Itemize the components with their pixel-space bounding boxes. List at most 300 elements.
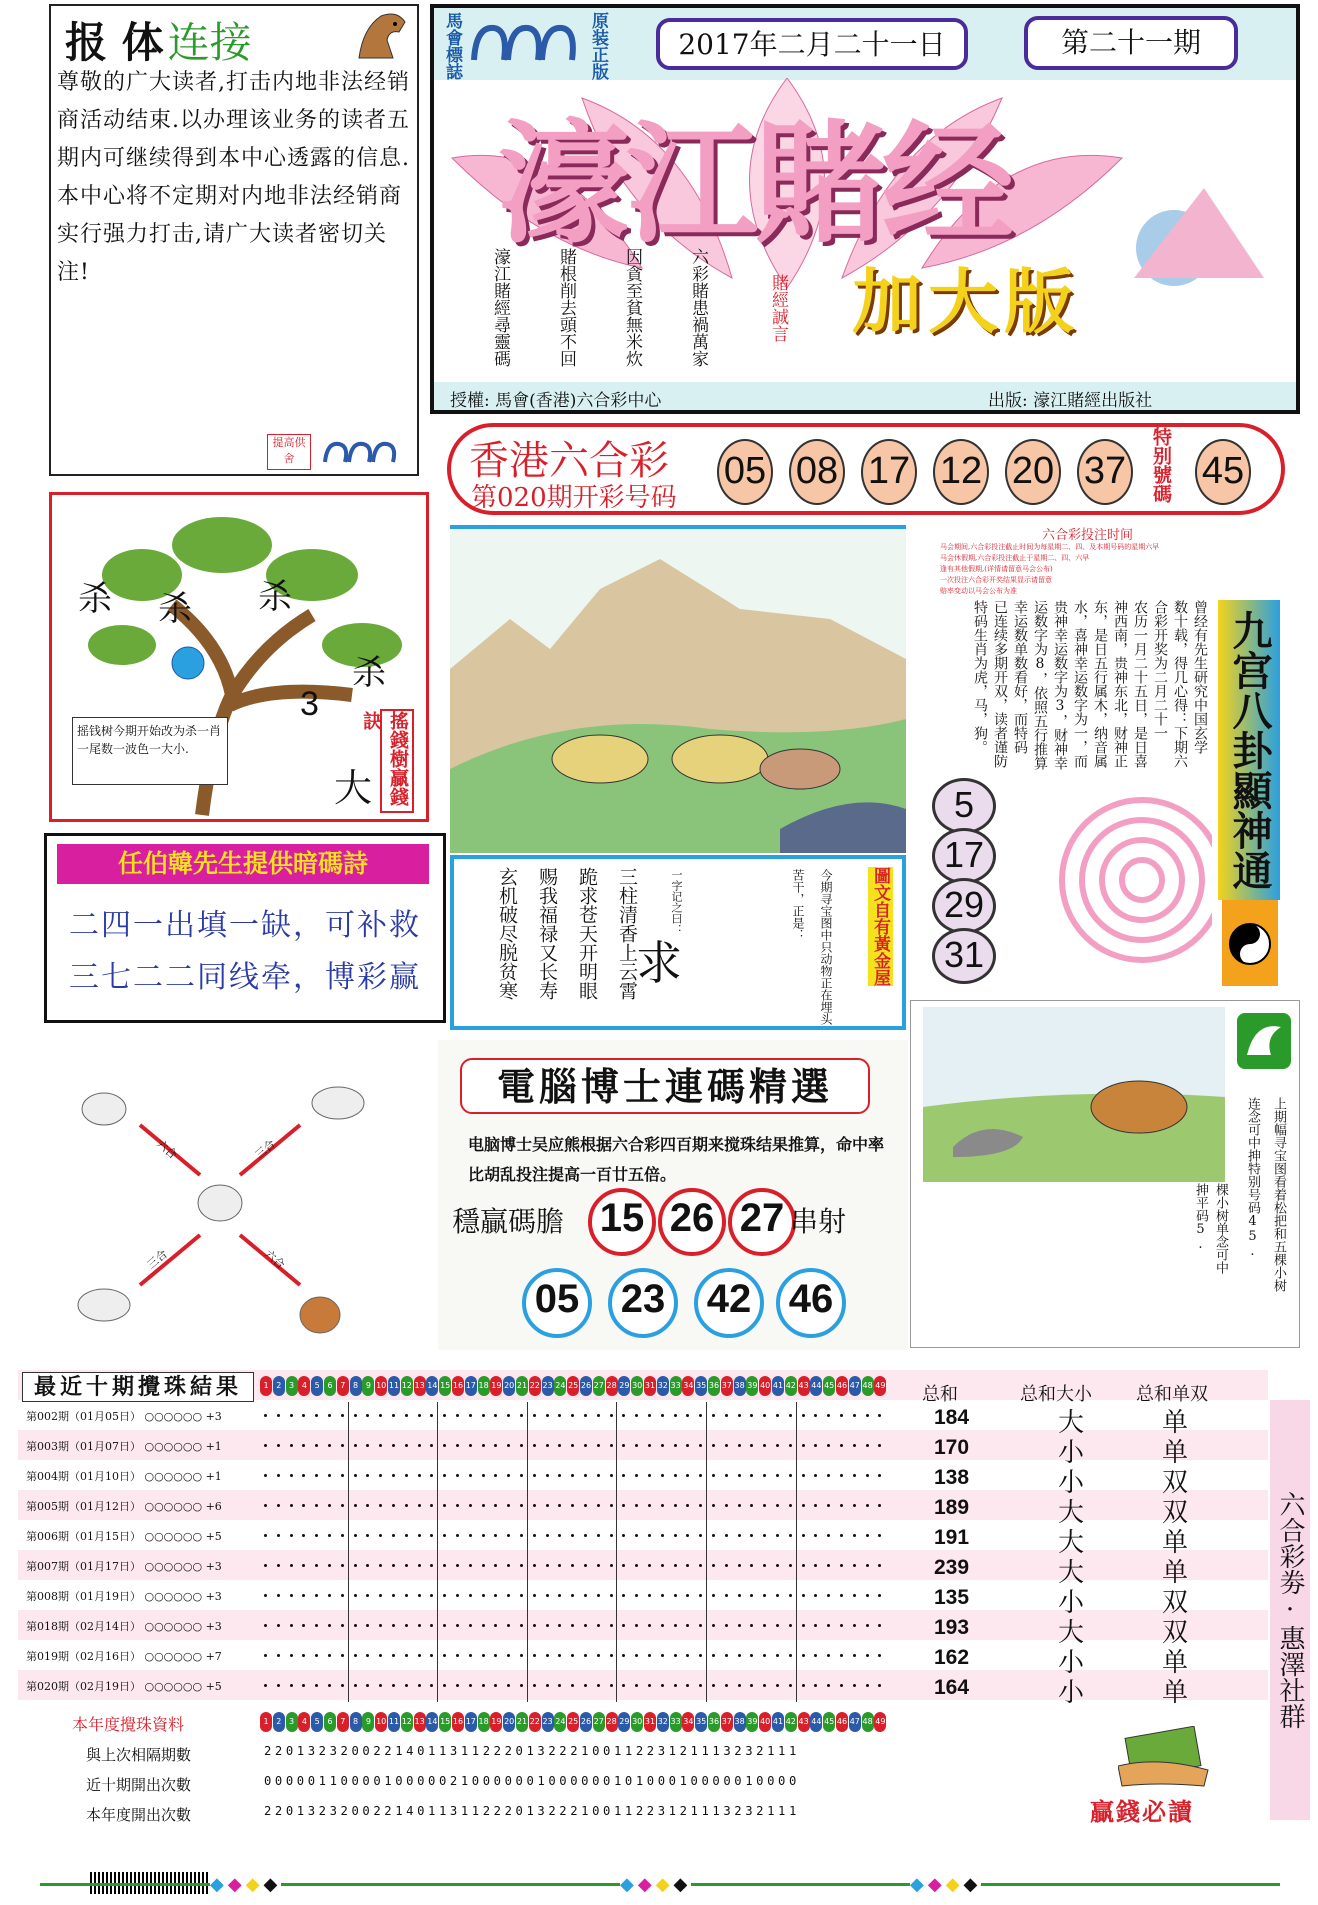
- number-header-ball: 16: [452, 1376, 464, 1396]
- grid-dot: [328, 1444, 331, 1447]
- size-value: 大: [1058, 1558, 1085, 1588]
- number-header-ball: 6: [324, 1376, 336, 1396]
- grid-dot: [469, 1474, 472, 1477]
- grid-dot: [405, 1444, 408, 1447]
- grid-dot: [264, 1474, 267, 1477]
- grid-dot: [622, 1414, 625, 1417]
- grid-dot: [853, 1534, 856, 1537]
- grid-dot: [802, 1624, 805, 1627]
- stable-label: 穩贏碼膽: [452, 1205, 565, 1238]
- grid-dot: [866, 1654, 869, 1657]
- number-header-ball: 45: [823, 1712, 835, 1732]
- number-header-ball: 17: [465, 1712, 477, 1732]
- grid-dot: [699, 1504, 702, 1507]
- results-footer: 贏錢必讀: [1090, 1797, 1194, 1826]
- grid-dot: [315, 1414, 318, 1417]
- grid-dot: [443, 1474, 446, 1477]
- number-header-ball: 29: [618, 1712, 630, 1732]
- grid-dot: [840, 1444, 843, 1447]
- grid-dot: [392, 1414, 395, 1417]
- zodiac-label: 六合: [154, 1137, 180, 1162]
- color-marks: ◆◆◆◆: [210, 1874, 282, 1895]
- grid-dot: [315, 1564, 318, 1567]
- number-header-ball: 1: [260, 1712, 272, 1732]
- number-header-ball: 19: [490, 1376, 502, 1396]
- grid-dot: [674, 1504, 677, 1507]
- number-header-ball: 20: [503, 1712, 515, 1732]
- grid-dot: [712, 1654, 715, 1657]
- grid-dot: [866, 1474, 869, 1477]
- grid-dot: [277, 1684, 280, 1687]
- grid-dot: [610, 1654, 613, 1657]
- poem-line: 三七二二同线牵，博彩赢: [69, 960, 421, 995]
- grid-dot: [302, 1444, 305, 1447]
- grid-dot: [648, 1444, 651, 1447]
- bagua-box: [932, 600, 1282, 990]
- grid-dot: [866, 1564, 869, 1567]
- grid-dot: [302, 1684, 305, 1687]
- grid-dot: [827, 1654, 830, 1657]
- grid-dot: [354, 1474, 357, 1477]
- grid-dot: [622, 1444, 625, 1447]
- grid-dot: [533, 1444, 536, 1447]
- grid-dot: [264, 1444, 267, 1447]
- grid-dot: [456, 1624, 459, 1627]
- number-header-ball: 43: [798, 1376, 810, 1396]
- grid-dot: [558, 1684, 561, 1687]
- grid-dot: [366, 1654, 369, 1657]
- chain-number: 42: [694, 1268, 764, 1338]
- grid-dot: [507, 1684, 510, 1687]
- grid-dot: [878, 1504, 881, 1507]
- grid-dot: [482, 1684, 485, 1687]
- story-verse: 赐我福禄又长寿: [536, 867, 558, 1000]
- grid-divider: [616, 1402, 617, 1702]
- grid-dot: [328, 1474, 331, 1477]
- grid-divider: [437, 1402, 438, 1702]
- grid-dot: [814, 1474, 817, 1477]
- grid-dot: [418, 1444, 421, 1447]
- grid-dot: [520, 1414, 523, 1417]
- lottery-ball: 20: [1005, 439, 1061, 505]
- number-header-ball: 40: [759, 1712, 771, 1732]
- number-header-ball: 32: [657, 1712, 669, 1732]
- grid-dot: [878, 1564, 881, 1567]
- grid-dot: [469, 1504, 472, 1507]
- grid-dot: [802, 1594, 805, 1597]
- masthead-subtitle: 加大版: [852, 261, 1080, 343]
- grid-dot: [546, 1624, 549, 1627]
- number-header-ball: 36: [708, 1712, 720, 1732]
- grid-dot: [507, 1624, 510, 1627]
- grid-divider: [796, 1402, 797, 1702]
- grid-dot: [789, 1654, 792, 1657]
- grid-dot: [546, 1594, 549, 1597]
- grid-dot: [290, 1444, 293, 1447]
- grid-dot: [712, 1414, 715, 1417]
- bet-time-title: 六合彩投注时间: [1042, 528, 1134, 543]
- number-header-ball: 27: [593, 1376, 605, 1396]
- grid-dot: [686, 1684, 689, 1687]
- grid-dot: [302, 1594, 305, 1597]
- result-row-label: 第019期（02月16日） ○○○○○○ +7: [26, 1650, 222, 1663]
- grid-dot: [302, 1564, 305, 1567]
- number-header-ball: 5: [311, 1376, 323, 1396]
- grid-dot: [686, 1504, 689, 1507]
- number-header-ball: 4: [298, 1376, 310, 1396]
- grid-dot: [584, 1534, 587, 1537]
- grid-dot: [712, 1594, 715, 1597]
- grid-dot: [264, 1504, 267, 1507]
- grid-dot: [827, 1414, 830, 1417]
- grid-dot: [699, 1654, 702, 1657]
- grid-dot: [661, 1564, 664, 1567]
- grid-dot: [392, 1504, 395, 1507]
- grid-dot: [840, 1594, 843, 1597]
- grid-dot: [418, 1654, 421, 1657]
- grid-dot: [405, 1594, 408, 1597]
- grid-dot: [635, 1444, 638, 1447]
- grid-dot: [725, 1624, 728, 1627]
- grid-dot: [622, 1534, 625, 1537]
- sum-value: 193: [934, 1616, 970, 1639]
- grid-dot: [507, 1654, 510, 1657]
- computer-box: [438, 1040, 908, 1350]
- grid-dot: [827, 1504, 830, 1507]
- grid-dot: [622, 1474, 625, 1477]
- grid-dot: [405, 1564, 408, 1567]
- grid-dot: [789, 1534, 792, 1537]
- grid-dot: [354, 1444, 357, 1447]
- number-header-ball: 18: [478, 1376, 490, 1396]
- grid-dot: [725, 1534, 728, 1537]
- number-header-ball: 33: [670, 1376, 682, 1396]
- grid-dot: [878, 1414, 881, 1417]
- parity-value: 单: [1162, 1648, 1189, 1678]
- results-side: 六合彩劵·惠澤社群: [1270, 1400, 1310, 1820]
- masthead-motto: 賭經誠言: [768, 274, 788, 342]
- grid-dot: [814, 1564, 817, 1567]
- grid-dot: [738, 1474, 741, 1477]
- grid-dot: [366, 1474, 369, 1477]
- grid-dot: [366, 1444, 369, 1447]
- grid-dot: [341, 1474, 344, 1477]
- grid-dot: [494, 1624, 497, 1627]
- grid-dot: [776, 1444, 779, 1447]
- bet-rule: 一次投注六合彩开奖结果显示请留意: [940, 576, 1052, 584]
- grid-dot: [712, 1474, 715, 1477]
- grid-dot: [379, 1504, 382, 1507]
- grid-dot: [802, 1564, 805, 1567]
- number-header-ball: 7: [337, 1376, 349, 1396]
- grid-dot: [546, 1684, 549, 1687]
- grid-dot: [725, 1684, 728, 1687]
- number-header-ball: 11: [388, 1712, 400, 1732]
- grid-dot: [430, 1684, 433, 1687]
- grid-dot: [789, 1594, 792, 1597]
- size-value: 小: [1058, 1648, 1085, 1678]
- notice-title: 报 体连接: [65, 18, 252, 67]
- grid-dot: [610, 1444, 613, 1447]
- grid-dot: [814, 1444, 817, 1447]
- number-header-ball: 9: [362, 1712, 374, 1732]
- grid-dot: [674, 1564, 677, 1567]
- number-header-ball: 21: [516, 1376, 528, 1396]
- sum-value: 191: [934, 1526, 970, 1549]
- grid-dot: [866, 1684, 869, 1687]
- grid-dot: [302, 1534, 305, 1537]
- story-verse: 三柱清香上云霄: [616, 867, 638, 1000]
- grid-dot: [290, 1414, 293, 1417]
- grid-dot: [533, 1474, 536, 1477]
- number-header-ball: 31: [644, 1376, 656, 1396]
- number-header-ball: 20: [503, 1376, 515, 1396]
- grid-dot: [661, 1414, 664, 1417]
- grid-dot: [878, 1594, 881, 1597]
- grid-dot: [430, 1474, 433, 1477]
- grid-dot: [738, 1624, 741, 1627]
- grid-dot: [814, 1504, 817, 1507]
- grid-dot: [878, 1624, 881, 1627]
- horse-icon: [349, 10, 411, 60]
- grid-dot: [661, 1624, 664, 1627]
- grid-dot: [264, 1594, 267, 1597]
- dot-grid: [260, 1402, 890, 1702]
- sum-header: 总和: [922, 1384, 958, 1405]
- grid-dot: [482, 1474, 485, 1477]
- number-header-ball: 41: [772, 1376, 784, 1396]
- grid-dot: [610, 1684, 613, 1687]
- number-header-ball: 41: [772, 1712, 784, 1732]
- grid-dot: [328, 1654, 331, 1657]
- grid-dot: [264, 1534, 267, 1537]
- grid-dot: [712, 1504, 715, 1507]
- grid-dot: [648, 1564, 651, 1567]
- grid-dot: [315, 1594, 318, 1597]
- grid-dot: [725, 1444, 728, 1447]
- grid-dot: [571, 1684, 574, 1687]
- grid-dot: [558, 1624, 561, 1627]
- grid-dot: [405, 1534, 408, 1537]
- grid-dot: [315, 1504, 318, 1507]
- grid-dot: [827, 1684, 830, 1687]
- color-marks: ◆◆◆◆: [910, 1874, 982, 1895]
- grid-dot: [290, 1534, 293, 1537]
- grid-dot: [712, 1444, 715, 1447]
- grid-dot: [443, 1534, 446, 1537]
- grid-dot: [405, 1504, 408, 1507]
- number-header-ball: 47: [849, 1712, 861, 1732]
- grid-dot: [699, 1594, 702, 1597]
- grid-dot: [597, 1444, 600, 1447]
- grid-dot: [648, 1414, 651, 1417]
- grid-dot: [520, 1594, 523, 1597]
- poem-title: 任伯韓先生提供暗碼詩: [57, 844, 429, 884]
- number-header-ball: 11: [388, 1376, 400, 1396]
- money-tree-box: [49, 492, 429, 822]
- grid-dot: [341, 1684, 344, 1687]
- grid-dot: [379, 1534, 382, 1537]
- number-header-ball: 49: [874, 1712, 886, 1732]
- grid-dot: [507, 1504, 510, 1507]
- size-value: 小: [1058, 1468, 1085, 1498]
- tree-word: 杀: [258, 577, 292, 617]
- number-header-ball: 39: [746, 1376, 758, 1396]
- grid-dot: [418, 1414, 421, 1417]
- grid-dot: [802, 1654, 805, 1657]
- grid-dot: [622, 1594, 625, 1597]
- grid-dot: [840, 1684, 843, 1687]
- grid-dot: [366, 1414, 369, 1417]
- grid-dot: [430, 1624, 433, 1627]
- grid-dot: [661, 1654, 664, 1657]
- grid-dot: [469, 1624, 472, 1627]
- grid-dot: [622, 1654, 625, 1657]
- result-row-label: 第003期（01月07日） ○○○○○○ +1: [26, 1440, 222, 1453]
- grid-dot: [814, 1654, 817, 1657]
- grid-dot: [264, 1624, 267, 1627]
- grid-dot: [546, 1564, 549, 1567]
- size-value: 小: [1058, 1588, 1085, 1618]
- number-header-ball: 48: [862, 1712, 874, 1732]
- grid-dot: [610, 1564, 613, 1567]
- grid-dot: [418, 1534, 421, 1537]
- grid-dot: [469, 1534, 472, 1537]
- grid-dot: [456, 1594, 459, 1597]
- lion-text: 棵小树单念可中: [1213, 1183, 1228, 1274]
- story-verse: 玄机破尽脱贫寒: [496, 867, 518, 1000]
- number-header-ball: 37: [721, 1712, 733, 1732]
- grid-dot: [571, 1444, 574, 1447]
- grid-dot: [443, 1444, 446, 1447]
- grid-dot: [546, 1534, 549, 1537]
- grid-dot: [750, 1594, 753, 1597]
- results-title: 最近十期攪珠結果: [22, 1372, 254, 1402]
- grid-dot: [558, 1654, 561, 1657]
- sum-value: 164: [934, 1676, 970, 1699]
- stat-row: 0000011000010000021000000100000010100010000010000: [264, 1774, 800, 1788]
- grid-dot: [725, 1414, 728, 1417]
- grid-dot: [405, 1624, 408, 1627]
- number-header-ball: 47: [849, 1376, 861, 1396]
- grid-dot: [661, 1444, 664, 1447]
- grid-dot: [789, 1444, 792, 1447]
- grid-dot: [456, 1474, 459, 1477]
- grid-dot: [315, 1624, 318, 1627]
- lottery-ball: 17: [861, 439, 917, 505]
- computer-title: 電腦博士連碼精選: [460, 1058, 870, 1114]
- number-header-ball: 10: [375, 1376, 387, 1396]
- grid-dot: [776, 1474, 779, 1477]
- brand-right: 原装正版: [588, 12, 608, 80]
- grid-dot: [802, 1534, 805, 1537]
- grid-dot: [776, 1684, 779, 1687]
- grid-dot: [840, 1534, 843, 1537]
- grid-dot: [763, 1684, 766, 1687]
- grid-dot: [712, 1684, 715, 1687]
- lottery-bar: [447, 423, 1285, 515]
- grid-dot: [750, 1564, 753, 1567]
- grid-dot: [827, 1444, 830, 1447]
- zodiac-illustration: [50, 1065, 380, 1335]
- tree-word: 杀: [158, 589, 192, 629]
- grid-dot: [482, 1654, 485, 1657]
- grid-divider: [706, 1402, 707, 1702]
- grid-dot: [341, 1504, 344, 1507]
- zodiac-label: 三合: [252, 1137, 278, 1162]
- number-header-ball: 23: [542, 1376, 554, 1396]
- number-header-ball: 3: [286, 1376, 298, 1396]
- number-header-ball: 12: [401, 1376, 413, 1396]
- chain-label: 串射: [790, 1205, 847, 1238]
- grid-dot: [802, 1444, 805, 1447]
- grid-dot: [686, 1654, 689, 1657]
- grid-dot: [520, 1534, 523, 1537]
- grid-dot: [456, 1414, 459, 1417]
- grid-dot: [597, 1534, 600, 1537]
- grid-dot: [597, 1474, 600, 1477]
- grid-dot: [789, 1624, 792, 1627]
- grid-dot: [302, 1414, 305, 1417]
- grid-dot: [520, 1444, 523, 1447]
- grid-dot: [520, 1504, 523, 1507]
- chain-number: 05: [522, 1268, 592, 1338]
- tree-caption: 摇钱树今期开始改为杀一肖一尾数一波色一大小.: [72, 717, 228, 785]
- grid-dot: [494, 1564, 497, 1567]
- grid-dot: [290, 1624, 293, 1627]
- parity-value: 单: [1162, 1678, 1189, 1708]
- masthead-poem: 濠江賭經尋靈碼 賭根削去頭不回 因貪至貧無米炊 六彩賭患禍萬家: [490, 248, 708, 367]
- sum-header: 总和单双: [1136, 1384, 1208, 1405]
- grid-dot: [584, 1474, 587, 1477]
- grid-dot: [418, 1564, 421, 1567]
- sum-value: 184: [934, 1406, 970, 1429]
- grid-dot: [507, 1474, 510, 1477]
- grid-dot: [699, 1474, 702, 1477]
- grid-dot: [302, 1504, 305, 1507]
- grid-dot: [290, 1654, 293, 1657]
- grid-dot: [738, 1654, 741, 1657]
- tree-word: 杀: [78, 579, 112, 619]
- grid-dot: [750, 1534, 753, 1537]
- number-header-ball: 44: [810, 1376, 822, 1396]
- grid-dot: [354, 1414, 357, 1417]
- tree-side-title: 搖錢樹贏錢訣: [380, 709, 414, 813]
- grid-dot: [443, 1624, 446, 1627]
- grid-dot: [738, 1414, 741, 1417]
- number-header-ball: 44: [810, 1712, 822, 1732]
- grid-dot: [789, 1564, 792, 1567]
- grid-dot: [277, 1504, 280, 1507]
- grid-dot: [674, 1534, 677, 1537]
- grid-dot: [520, 1684, 523, 1687]
- grid-dot: [405, 1684, 408, 1687]
- decor-shapes: [1134, 128, 1294, 308]
- parity-value: 单: [1162, 1528, 1189, 1558]
- grid-dot: [622, 1504, 625, 1507]
- grid-divider: [527, 1402, 528, 1702]
- lottery-period: 第020期开彩号码: [471, 483, 677, 513]
- grid-dot: [853, 1684, 856, 1687]
- grid-dot: [494, 1414, 497, 1417]
- grid-dot: [725, 1654, 728, 1657]
- grid-dot: [507, 1534, 510, 1537]
- number-header-ball: 22: [529, 1712, 541, 1732]
- number-header-ball: 28: [606, 1376, 618, 1396]
- size-value: 大: [1058, 1528, 1085, 1558]
- result-row-label: 第002期（01月05日） ○○○○○○ +3: [26, 1410, 222, 1423]
- grid-dot: [443, 1414, 446, 1417]
